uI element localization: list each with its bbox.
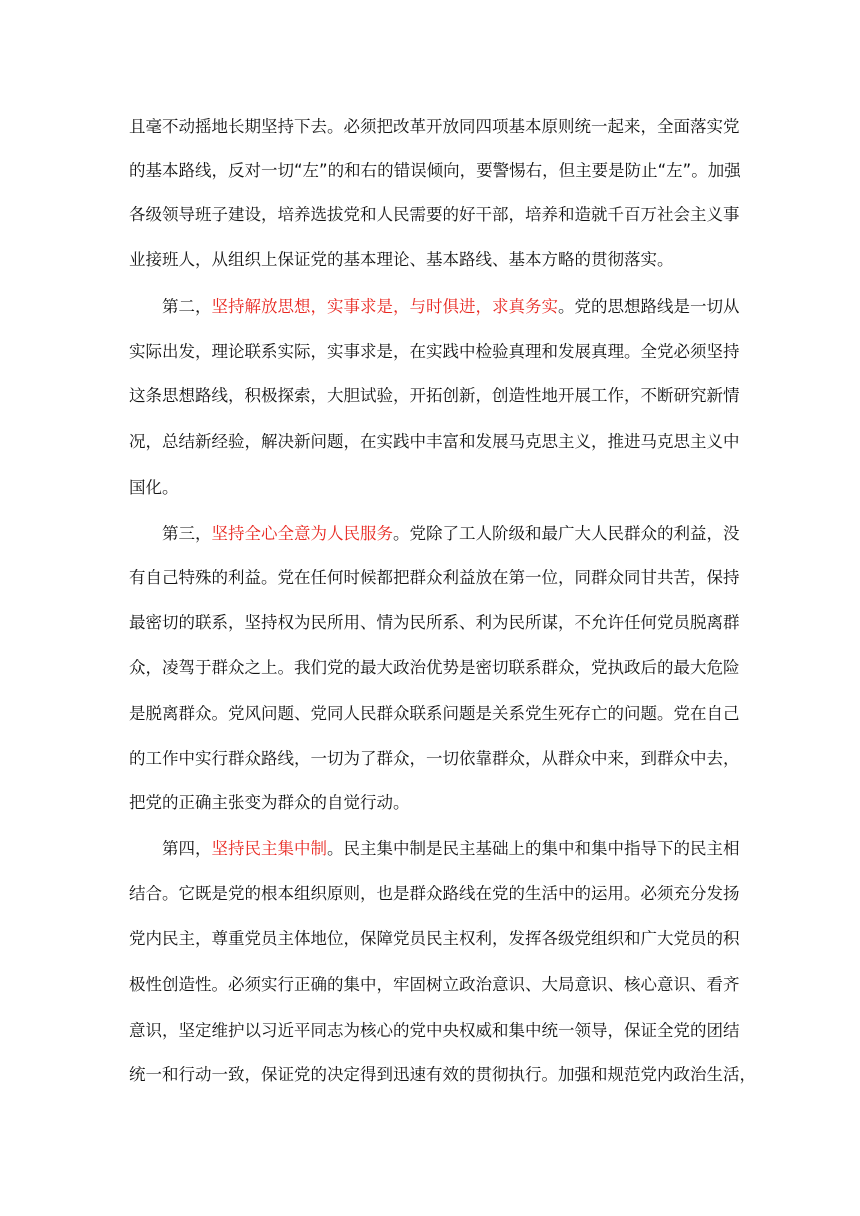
paragraph-text: 。党除了工人阶级和最广大人民群众的利益，没 [393, 524, 740, 543]
paragraph-line: 有自己特殊的利益。党在任何时候都把群众利益放在第一位，同群众同甘共苦，保持 [129, 568, 740, 587]
paragraph-line: 业接班人，从组织上保证党的基本理论、基本路线、基本方略的贯彻落实。 [129, 250, 674, 269]
paragraph-line: 况，总结新经验，解决新问题，在实践中丰富和发展马克思主义，推进马克思主义中 [129, 432, 740, 451]
paragraph-line: 最密切的联系，坚持权为民所用、情为民所系、利为民所谋，不允许任何党员脱离群 [129, 613, 740, 632]
paragraph-line: 把党的正确主张变为群众的自觉行动。 [129, 793, 410, 812]
principle-highlight: 坚持全心全意为人民服务 [211, 524, 393, 543]
item-number: 第二， [162, 297, 212, 316]
principle-highlight: 坚持民主集中制 [211, 839, 327, 858]
paragraph-first-line [162, 522, 740, 546]
principle-highlight: 坚持解放思想，实事求是，与时俱进，求真务实 [211, 297, 558, 316]
paragraph-line: 统一和行动一致，保证党的决定得到迅速有效的贯彻执行。加强和规范党内政治生活， [129, 1065, 756, 1084]
paragraph-line: 这条思想路线，积极探索，大胆试验，开拓创新，创造性地开展工作，不断研究新情 [129, 386, 740, 405]
item-number: 第四， [162, 839, 212, 858]
paragraph-line: 实际出发，理论联系实际，实事求是，在实践中检验真理和发展真理。全党必须坚持 [129, 342, 740, 361]
paragraph-line: 意识，坚定维护以习近平同志为核心的党中央权威和集中统一领导，保证全党的团结 [129, 1021, 740, 1040]
paragraph-line: 众，凌驾于群众之上。我们党的最大政治优势是密切联系群众，党执政后的最大危险 [129, 658, 740, 677]
paragraph-first-line [162, 295, 740, 319]
paragraph-text: 。民主集中制是民主基础上的集中和集中指导下的民主相 [327, 839, 740, 858]
paragraph-line: 各级领导班子建设，培养选拔党和人民需要的好干部，培养和造就千百万社会主义事 [129, 205, 740, 224]
paragraph-line: 是脱离群众。党风问题、党同人民群众联系问题是关系党生死存亡的问题。党在自己 [129, 704, 740, 723]
item-number: 第三， [162, 524, 212, 543]
paragraph-line: 且毫不动摇地长期坚持下去。必须把改革开放同四项基本原则统一起来，全面落实党 [129, 117, 740, 136]
paragraph-first-line [162, 837, 740, 861]
paragraph-line: 党内民主，尊重党员主体地位，保障党员民主权利，发挥各级党组织和广大党员的积 [129, 929, 740, 948]
paragraph-text: 。党的思想路线是一切从 [558, 297, 740, 316]
paragraph-line: 极性创造性。必须实行正确的集中，牢固树立政治意识、大局意识、核心意识、看齐 [129, 975, 740, 994]
paragraph-line: 的工作中实行群众路线，一切为了群众，一切依靠群众，从群众中来，到群众中去， [129, 749, 740, 768]
paragraph-line: 国化。 [129, 478, 179, 497]
paragraph-line: 结合。它既是党的根本组织原则，也是群众路线在党的生活中的运用。必须充分发扬 [129, 884, 740, 903]
paragraph-line: 的基本路线，反对一切“左”的和右的错误倾向，要警惕右，但主要是防止“左”。加强 [129, 161, 741, 180]
